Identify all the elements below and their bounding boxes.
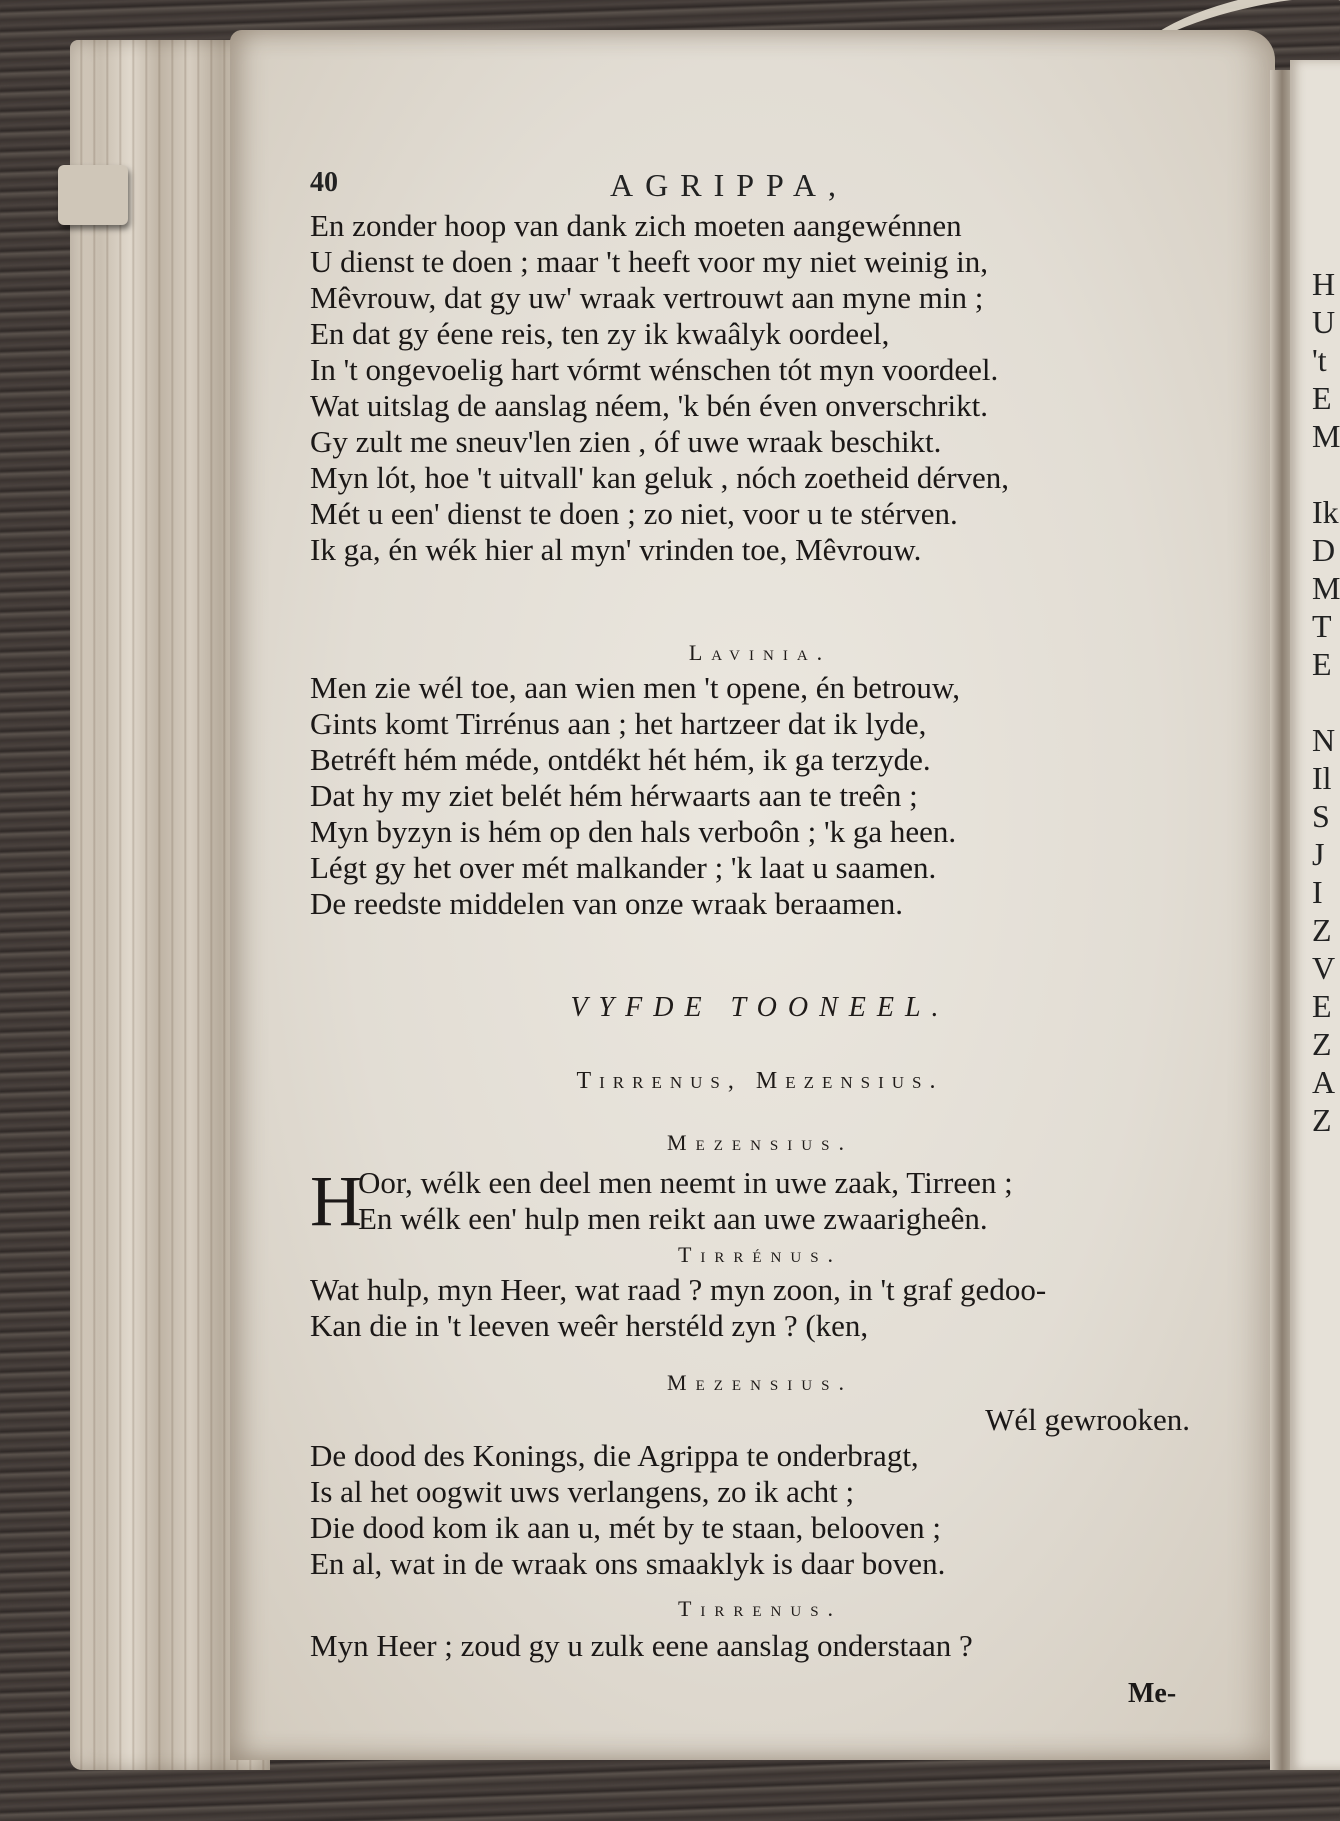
verse-line: Myn lót, hoe 't uitvall' kan geluk , nóch zoetheid dérven, [310,460,1010,495]
verse-line: In 't ongevoelig hart vórmt wénschen tót myn voordeel. [310,352,999,387]
facing-page-letter: Ik [1312,494,1339,530]
verse-line: Die dood kom ik aan u, mét by te staan, belooven ; [310,1510,942,1545]
verse-block-4 [310,1272,1210,1344]
book-title: AGRIPPA, [610,167,848,203]
facing-page-letter: Il [1312,760,1332,796]
speaker-name: Tirrenus. [677,1596,843,1621]
facing-page-letter: D [1312,532,1336,568]
facing-page-letter [1312,683,1340,721]
verse-line: De reedste middelen van onze wraak beraamen. [310,886,904,921]
verse-line: En zonder hoop van dank zich moeten aangewénnen [310,208,962,243]
facing-page-letter: V [1312,950,1336,986]
facing-page-letter: M [1312,570,1340,606]
verse-line: U dienst te doen ; maar 't heeft voor my niet weinig in, [310,244,988,279]
verse-line: Wat hulp, myn Heer, wat raad ? myn zoon, in 't graf gedoo- [310,1272,1047,1307]
verse-block-3 [310,1161,1210,1241]
facing-page-letter: M [1312,418,1340,454]
facing-page-text [1312,265,1340,1139]
facing-page-letter [1312,455,1340,493]
verse-line: Is al het oogwit uws verlangens, zo ik acht ; [310,1474,855,1509]
verse-block-5 [310,1402,1210,1582]
verse-line: Mét u een' dienst te doen ; zo niet, voor u te stérven. [310,496,958,531]
verse-line: De dood des Konings, die Agrippa te onderbragt, [310,1438,919,1473]
verse-line: Oor, wélk een deel men neemt in uwe zaak, Tirreen ; [358,1165,1013,1200]
verse-line: Betréft hém méde, ontdékt hét hém, ik ga terzyde. [310,742,931,777]
facing-page-letter: J [1312,836,1325,872]
half-line: Wél gewrooken. [985,1402,1190,1437]
facing-page-letter: H [1312,266,1336,302]
facing-page-letter: N [1312,722,1336,758]
verse-line: Myn byzyn is hém op den hals verboôn ; 'k ga heen. [310,814,957,849]
drop-cap: H [310,1161,362,1241]
facing-page-letter: Z [1312,912,1332,948]
facing-page-letter: E [1312,380,1332,416]
scene-title: VYFDE TOONEEL. [570,992,950,1023]
verse-line: Wat uitslag de aanslag néem, 'k bén éven onverschrikt. [310,388,988,423]
facing-page-letter: Z [1312,1026,1332,1062]
scene-characters: Tirrenus, Mezensius. [576,1068,944,1094]
verse-line: Dat hy my ziet belét hém hérwaarts aan te treên ; [310,778,918,813]
facing-page-letter: I [1312,874,1323,910]
speaker-name: Tirrénus. [677,1242,843,1267]
facing-page-letter: T [1312,608,1332,644]
facing-page-letter: U [1312,304,1336,340]
page-number: 40 [310,167,338,198]
facing-page-letter: 't [1312,342,1327,378]
verse-line: Légt gy het over mét malkander ; 'k laat u saamen. [310,850,937,885]
verse-line: Mêvrouw, dat gy uw' wraak vertrouwt aan myne min ; [310,280,984,315]
speaker-name: Lavinia. [688,640,832,665]
verse-line: Men zie wél toe, aan wien men 't opene, én betrouw, [310,670,961,705]
facing-page-letter: S [1312,798,1330,834]
verse-line: Ik ga, én wék hier al myn' vrinden toe, Mêvrouw. [310,532,922,567]
binding-tab [58,165,128,225]
verse-line: Kan die in 't leeven weêr herstéld zyn ? (ken, [310,1308,869,1343]
facing-page-letter: E [1312,646,1332,682]
verse-line: En al, wat in de wraak ons smaaklyk is daar boven. [310,1546,946,1581]
verse-block-2 [310,670,1210,922]
verse-line: Myn Heer ; zoud gy u zulk eene aanslag onderstaan ? [310,1628,973,1663]
catchword: Me- [1128,1678,1177,1709]
facing-page-letter: Z [1312,1102,1332,1138]
verse-line: En wélk een' hulp men reikt aan uwe zwaarigheên. [358,1201,988,1236]
verse-block-1 [310,208,1210,568]
speaker-name: Mezensius. [667,1130,853,1155]
verse-block-6 [310,1628,1210,1664]
running-head [310,167,1210,207]
facing-page-letter: E [1312,988,1332,1024]
drop-cap-paragraph [310,1161,1210,1241]
verse-line: Gy zult me sneuv'len zien , óf uwe wraak beschikt. [310,424,942,459]
facing-page-letter: A [1312,1064,1336,1100]
verse-line: En dat gy éene reis, ten zy ik kwaâlyk oordeel, [310,316,890,351]
facing-page [1290,60,1340,1770]
speaker-name: Mezensius. [667,1370,853,1395]
verse-line: Gints komt Tirrénus aan ; het hartzeer dat ik lyde, [310,706,927,741]
